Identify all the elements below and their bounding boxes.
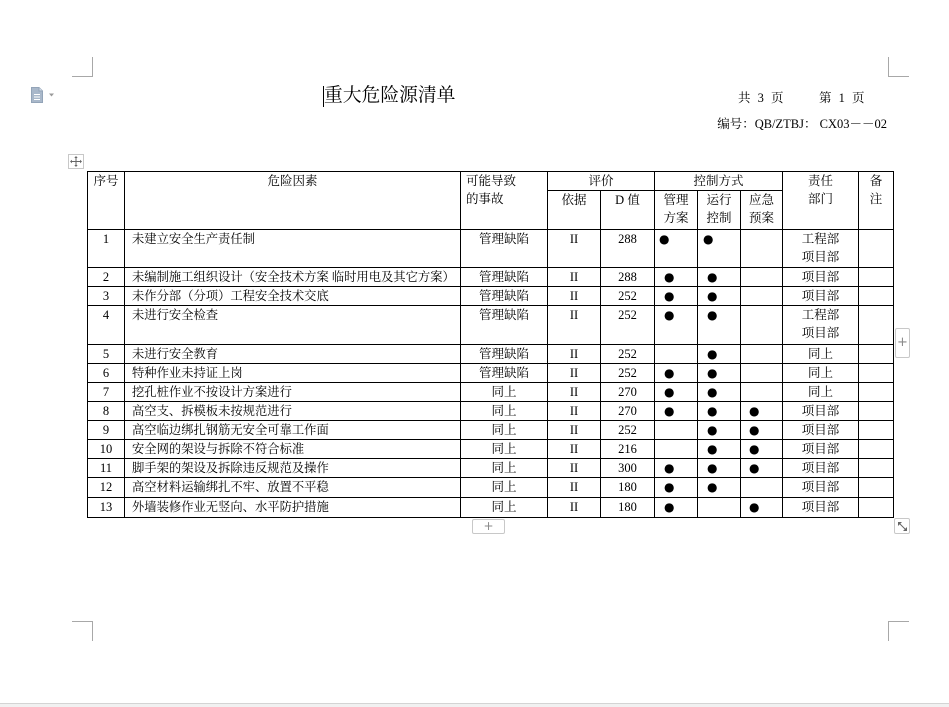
hazard-table	[87, 171, 894, 518]
table-row	[88, 287, 894, 306]
header-text-line: 预案	[748, 211, 774, 225]
basis-cell[interactable]: II	[548, 345, 601, 364]
resize-icon-line	[899, 523, 905, 529]
d-value-cell[interactable]: 252	[601, 287, 655, 306]
header-text-line: 可能导致	[466, 174, 517, 188]
management-plan-cell[interactable]: ●	[655, 268, 698, 287]
operation-control-cell[interactable]: ●	[698, 421, 741, 440]
emergency-plan-cell[interactable]: ●	[741, 459, 783, 478]
remarks-cell[interactable]	[859, 306, 894, 345]
possible-accident-cell[interactable]: 管理缺陷	[461, 287, 548, 306]
d-value-cell[interactable]: 288	[601, 268, 655, 287]
possible-accident-cell[interactable]: 同上	[461, 402, 548, 421]
header-hazard-factor[interactable]: 危险因素	[125, 172, 461, 230]
management-plan-cell[interactable]: ●	[655, 498, 698, 518]
possible-accident-cell[interactable]: 同上	[461, 459, 548, 478]
header-control-method[interactable]: 控制方式	[655, 172, 783, 191]
hazard-factor-cell[interactable]: 未作分部（分项）工程安全技术交底	[125, 287, 461, 306]
crop-mark-bottom-right	[888, 621, 909, 641]
possible-accident-cell[interactable]: 同上	[461, 383, 548, 402]
possible-accident-cell[interactable]: 同上	[461, 421, 548, 440]
basis-cell[interactable]: II	[548, 440, 601, 459]
crop-mark-top-left	[72, 57, 93, 77]
operation-control-cell[interactable]: ●	[698, 459, 741, 478]
header-text-line: 运行	[706, 193, 732, 207]
operation-control-cell[interactable]: ●	[698, 230, 741, 268]
remarks-cell[interactable]	[859, 383, 894, 402]
page-total-label[interactable]: 共 3 页	[738, 91, 784, 105]
chevron-down-icon	[49, 93, 54, 97]
table-row	[88, 268, 894, 287]
hazard-factor-cell[interactable]: 高空材料运输绑扎不牢、放置不平稳	[125, 478, 461, 498]
d-value-cell[interactable]: 252	[601, 345, 655, 364]
header-remarks[interactable]	[859, 172, 894, 230]
management-plan-cell[interactable]: ●	[655, 402, 698, 421]
cell-text-line: 工程部	[801, 308, 840, 322]
management-plan-cell[interactable]: ●	[655, 287, 698, 306]
remarks-cell[interactable]	[859, 459, 894, 478]
hazard-factor-cell[interactable]: 安全网的架设与拆除不符合标准	[125, 440, 461, 459]
page-current-label[interactable]: 第 1 页	[819, 91, 865, 105]
remarks-cell[interactable]	[859, 421, 894, 440]
d-value-cell[interactable]: 180	[601, 478, 655, 498]
emergency-plan-cell[interactable]: ●	[741, 402, 783, 421]
d-value-cell[interactable]: 216	[601, 440, 655, 459]
header-management-plan[interactable]	[655, 191, 698, 230]
document-icon-fold	[39, 88, 43, 92]
hazard-factor-cell[interactable]: 脚手架的架设及拆除违反规范及操作	[125, 459, 461, 478]
responsible-dept-cell[interactable]: 项目部	[783, 498, 859, 518]
possible-accident-cell[interactable]: 管理缺陷	[461, 345, 548, 364]
possible-accident-cell[interactable]: 管理缺陷	[461, 364, 548, 383]
basis-cell[interactable]: II	[548, 459, 601, 478]
table-row	[88, 383, 894, 402]
document-title[interactable]: 重大危险源清单	[324, 85, 456, 106]
table-row	[88, 230, 894, 268]
operation-control-cell[interactable]: ●	[698, 345, 741, 364]
text-cursor	[323, 86, 324, 107]
emergency-plan-cell[interactable]	[741, 306, 783, 345]
emergency-plan-cell[interactable]	[741, 268, 783, 287]
header-text-line: 责任	[807, 174, 833, 188]
table-row	[88, 478, 894, 498]
header-text-line: 应急	[748, 193, 774, 207]
hazard-factor-cell[interactable]: 高空支、拆模板未按规范进行	[125, 402, 461, 421]
d-value-cell[interactable]: 270	[601, 402, 655, 421]
cell-text-line: 项目部	[801, 326, 840, 340]
management-plan-cell[interactable]	[655, 440, 698, 459]
header-text-line: 的事故	[466, 192, 504, 206]
d-value-cell[interactable]: 252	[601, 421, 655, 440]
responsible-dept-cell[interactable]: 项目部	[783, 459, 859, 478]
responsible-dept-cell[interactable]: 项目部	[783, 402, 859, 421]
crop-mark-bottom-left	[72, 621, 93, 641]
hazard-factor-cell[interactable]: 未进行安全教育	[125, 345, 461, 364]
table-body	[88, 230, 894, 518]
serial-number-cell[interactable]: 6	[88, 364, 125, 383]
remarks-cell[interactable]	[859, 440, 894, 459]
remarks-cell[interactable]	[859, 498, 894, 518]
management-plan-cell[interactable]: ●	[655, 306, 698, 345]
emergency-plan-cell[interactable]	[741, 287, 783, 306]
remarks-cell[interactable]	[859, 364, 894, 383]
basis-cell[interactable]: II	[548, 402, 601, 421]
header-d-value[interactable]: D 值	[601, 191, 655, 230]
management-plan-cell[interactable]: ●	[655, 230, 698, 268]
table-header	[88, 172, 894, 230]
operation-control-cell[interactable]: ●	[698, 402, 741, 421]
d-value-cell[interactable]: 288	[601, 230, 655, 268]
operation-control-cell[interactable]: ●	[698, 287, 741, 306]
hazard-factor-cell[interactable]: 未编制施工组织设计（安全技术方案 临时用电及其它方案）	[125, 268, 461, 287]
remarks-cell[interactable]	[859, 478, 894, 498]
responsible-dept-cell[interactable]: 项目部	[783, 478, 859, 498]
add-row-button[interactable]: +	[472, 519, 505, 534]
basis-cell[interactable]: II	[548, 287, 601, 306]
responsible-dept-cell[interactable]: 同上	[783, 364, 859, 383]
emergency-plan-cell[interactable]: ●	[741, 440, 783, 459]
management-plan-cell[interactable]: ●	[655, 364, 698, 383]
remarks-cell[interactable]	[859, 268, 894, 287]
header-text-line: 控制	[706, 211, 732, 225]
possible-accident-cell[interactable]: 同上	[461, 440, 548, 459]
basis-cell[interactable]: II	[548, 421, 601, 440]
emergency-plan-cell[interactable]	[741, 364, 783, 383]
header-basis[interactable]: 依据	[548, 191, 601, 230]
document-menu-button[interactable]	[30, 86, 54, 104]
operation-control-cell[interactable]: ●	[698, 440, 741, 459]
operation-control-cell[interactable]: ●	[698, 478, 741, 498]
cell-text-line: 项目部	[801, 250, 840, 264]
serial-number-cell[interactable]: 13	[88, 498, 125, 518]
header-text-line: 备	[869, 174, 883, 188]
document-number[interactable]: 编号：QB/ZTBJ： CX03－－02	[717, 117, 887, 131]
table-row	[88, 306, 894, 345]
serial-number-cell[interactable]: 5	[88, 345, 125, 364]
basis-cell[interactable]: II	[548, 230, 601, 268]
basis-cell[interactable]: II	[548, 383, 601, 402]
hazard-factor-cell[interactable]: 挖孔桩作业不按设计方案进行	[125, 383, 461, 402]
remarks-cell[interactable]	[859, 402, 894, 421]
management-plan-cell[interactable]	[655, 421, 698, 440]
table-row	[88, 364, 894, 383]
management-plan-cell[interactable]: ●	[655, 383, 698, 402]
emergency-plan-cell[interactable]	[741, 383, 783, 402]
possible-accident-cell[interactable]: 同上	[461, 498, 548, 518]
crop-mark-top-right	[888, 57, 909, 77]
responsible-dept-cell[interactable]	[783, 306, 859, 345]
hazard-factor-cell[interactable]: 未建立安全生产责任制	[125, 230, 461, 268]
responsible-dept-cell[interactable]: 项目部	[783, 287, 859, 306]
serial-number-cell[interactable]: 12	[88, 478, 125, 498]
responsible-dept-cell[interactable]: 同上	[783, 383, 859, 402]
management-plan-cell[interactable]: ●	[655, 478, 698, 498]
move-icon	[70, 156, 82, 167]
d-value-cell[interactable]: 270	[601, 383, 655, 402]
emergency-plan-cell[interactable]: ●	[741, 421, 783, 440]
hazard-factor-cell[interactable]: 外墙装修作业无竖向、水平防护措施	[125, 498, 461, 518]
possible-accident-cell[interactable]: 管理缺陷	[461, 306, 548, 345]
move-icon-cross	[71, 157, 81, 166]
hazard-factor-cell[interactable]: 高空临边绑扎钢筋无安全可靠工作面	[125, 421, 461, 440]
management-plan-cell[interactable]	[655, 345, 698, 364]
table-row	[88, 440, 894, 459]
hazard-factor-cell[interactable]: 特种作业未持证上岗	[125, 364, 461, 383]
possible-accident-cell[interactable]: 管理缺陷	[461, 230, 548, 268]
basis-cell[interactable]: II	[548, 498, 601, 518]
emergency-plan-cell[interactable]: ●	[741, 498, 783, 518]
d-value-cell[interactable]: 252	[601, 306, 655, 345]
emergency-plan-cell[interactable]	[741, 345, 783, 364]
cell-text-line: 工程部	[801, 232, 840, 246]
responsible-dept-cell[interactable]	[783, 230, 859, 268]
header-operation-control[interactable]	[698, 191, 741, 230]
chevron-down-shape	[49, 94, 54, 97]
page-bottom-edge	[0, 703, 949, 707]
responsible-dept-cell[interactable]: 项目部	[783, 268, 859, 287]
remarks-cell[interactable]	[859, 345, 894, 364]
document-icon	[30, 87, 44, 103]
header-possible-accident[interactable]	[461, 172, 548, 230]
emergency-plan-cell[interactable]	[741, 478, 783, 498]
header-emergency-plan[interactable]	[741, 191, 783, 230]
d-value-cell[interactable]: 180	[601, 498, 655, 518]
serial-number-cell[interactable]: 1	[88, 230, 125, 268]
serial-number-cell[interactable]: 10	[88, 440, 125, 459]
operation-control-cell[interactable]: ●	[698, 364, 741, 383]
responsible-dept-cell[interactable]: 项目部	[783, 440, 859, 459]
header-text-line: 管理	[663, 193, 689, 207]
table-move-handle[interactable]	[68, 154, 84, 169]
operation-control-cell[interactable]: ●	[698, 383, 741, 402]
header-text-line: 方案	[663, 211, 689, 225]
emergency-plan-cell[interactable]	[741, 230, 783, 268]
basis-cell[interactable]: II	[548, 306, 601, 345]
management-plan-cell[interactable]: ●	[655, 459, 698, 478]
serial-number-cell[interactable]: 9	[88, 421, 125, 440]
header-evaluation[interactable]: 评价	[548, 172, 655, 191]
responsible-dept-cell[interactable]: 同上	[783, 345, 859, 364]
table-resize-handle[interactable]	[894, 518, 910, 534]
serial-number-cell[interactable]: 4	[88, 306, 125, 345]
serial-number-cell[interactable]: 8	[88, 402, 125, 421]
remarks-cell[interactable]	[859, 287, 894, 306]
responsible-dept-cell[interactable]: 项目部	[783, 421, 859, 440]
serial-number-cell[interactable]: 11	[88, 459, 125, 478]
table-row	[88, 498, 894, 518]
basis-cell[interactable]: II	[548, 364, 601, 383]
header-text-line: 部门	[807, 192, 833, 206]
header-serial-number[interactable]: 序号	[88, 172, 125, 230]
possible-accident-cell[interactable]: 管理缺陷	[461, 268, 548, 287]
serial-number-cell[interactable]: 2	[88, 268, 125, 287]
basis-cell[interactable]: II	[548, 478, 601, 498]
possible-accident-cell[interactable]: 同上	[461, 478, 548, 498]
header-text-line: 注	[869, 192, 883, 206]
serial-number-cell[interactable]: 7	[88, 383, 125, 402]
operation-control-cell[interactable]: ●	[698, 306, 741, 345]
operation-control-cell[interactable]: ●	[698, 268, 741, 287]
table-row	[88, 402, 894, 421]
hazard-factor-cell[interactable]: 未进行安全检查	[125, 306, 461, 345]
table-row	[88, 459, 894, 478]
resize-icon	[897, 521, 908, 532]
remarks-cell[interactable]	[859, 230, 894, 268]
d-value-cell[interactable]: 252	[601, 364, 655, 383]
basis-cell[interactable]: II	[548, 268, 601, 287]
d-value-cell[interactable]: 300	[601, 459, 655, 478]
header-responsible-dept[interactable]	[783, 172, 859, 230]
operation-control-cell[interactable]	[698, 498, 741, 518]
add-column-button[interactable]: +	[895, 328, 910, 358]
serial-number-cell[interactable]: 3	[88, 287, 125, 306]
table-row	[88, 345, 894, 364]
table-row	[88, 421, 894, 440]
